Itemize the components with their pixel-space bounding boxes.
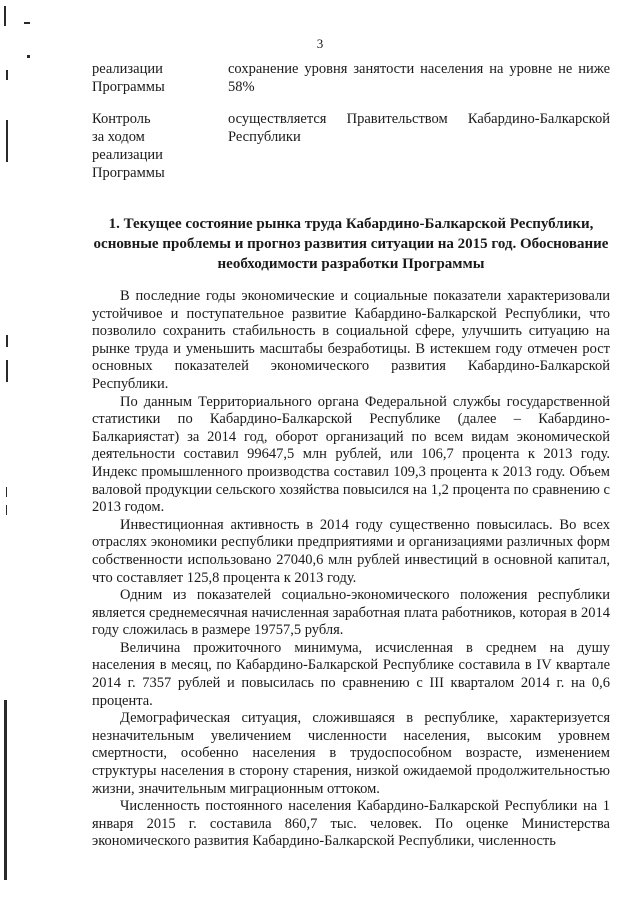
passport-row-value: сохранение уровня занятости населения на уровне не ниже 58% — [228, 61, 610, 95]
passport-row-value: осуществляется Правительством Кабардино-Балкарской Республики — [228, 111, 610, 145]
scan-mark — [6, 360, 8, 382]
paragraph: Величина прожиточного минимума, исчисленная в среднем на душу населения в месяц, по Кабардино-Балкарской Республике составила в IV квартале 2014 г. 7357 рублей и повысилась по сравнению с III кварталом 2014 г. на 0,6 процента. — [92, 639, 610, 709]
section-body — [92, 288, 610, 851]
paragraph: Одним из показателей социально-экономического положения республики является среднемесячная начисленная заработная плата работников, которая в 2014 году сложилась в размере 19757,5 рубля. — [92, 587, 610, 639]
scan-mark — [24, 22, 30, 24]
paragraph: Инвестиционная активность в 2014 году существенно повысилась. Во всех отраслях экономики республики предприятиями и организациями различных форм собственности использовано 27040,6 млн рублей инвестиций в основной капитал, что составляет 125,8 процента к 2013 году. — [92, 516, 610, 586]
scan-mark — [4, 700, 7, 880]
scan-mark — [4, 6, 6, 26]
scan-mark — [6, 120, 8, 162]
scan-mark — [6, 487, 7, 497]
passport-row-label: реализации Программы — [92, 61, 165, 95]
section-heading: 1. Текущее состояние рынка труда Кабардино-Балкарской Республики, основные проблемы и прогноз развития ситуации на 2015 год. Обоснование необходимости разработки Программы — [93, 216, 609, 272]
paragraph: В последние годы экономические и социальные показатели характеризовали устойчивое и поступательное развитие Кабардино-Балкарской Республики, что позволило сохранить стабильность в социальной сфере, улучшить ситуацию на рынке труда и уменьшить масштабы безработицы. В истекшем году отмечен рост основных показателей экономического развития Кабардино-Балкарской Республики. — [92, 288, 610, 392]
paragraph: Демографическая ситуация, сложившаяся в республике, характеризуется незначительным увеличением численности населения, высоким уровнем смертности, особенно населения в трудоспособном возрасте, изменением структуры населения в сторону старения, низкой ожидаемой продолжительностью жизни, значительным миграционным оттоком. — [92, 710, 610, 797]
passport-row-label: Контроль за ходом реализации Программы — [92, 111, 165, 181]
paragraph: По данным Территориального органа Федеральной службы государственной статистики по Кабардино-Балкарской Республике (далее – Кабардино-Балкариястат) за 2014 год, оборот организаций по всем видам экономической деятельности составил 99647,5 млн рублей, или 106,7 процента к 2013 году. Индекс промышленного производства составил 109,3 процента к 2013 году. Объем валовой продукции сельского хозяйства повысился на 1,2 процента по сравнению с 2013 годом. — [92, 393, 610, 516]
paragraph: Численность постоянного населения Кабардино-Балкарской Республики на 1 января 2015 г. составила 860,7 тыс. человек. По оценке Министерства экономического развития Кабардино-Балкарской Республики, численность — [92, 798, 610, 850]
scan-mark — [6, 505, 7, 515]
page-number: 3 — [316, 36, 324, 51]
scan-mark — [6, 335, 8, 347]
scan-mark — [27, 55, 30, 58]
scan-mark — [6, 70, 8, 80]
